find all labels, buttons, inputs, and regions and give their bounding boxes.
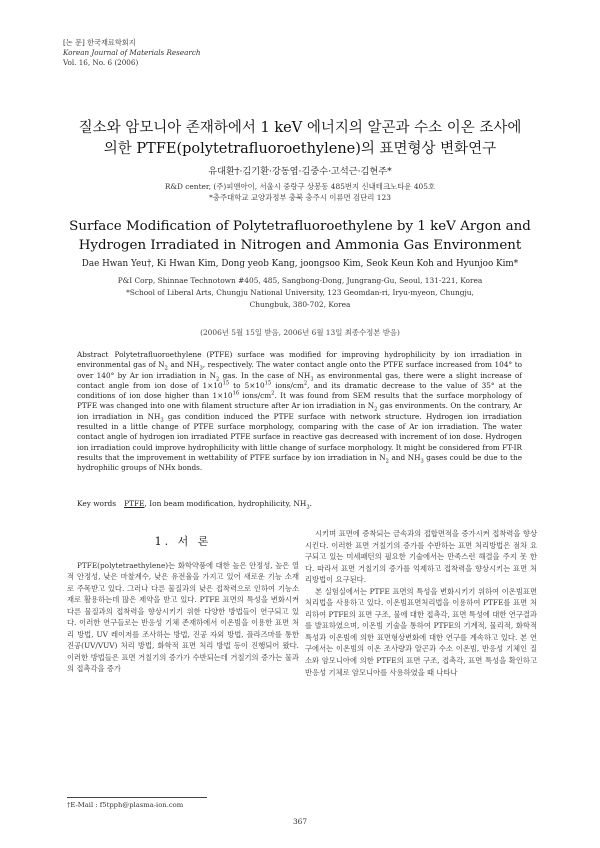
affiliation-en-line2: *School of Liberal Arts, Chungju National University, 123 Geomdan-ri, Iryu-myeon, Chungju, xyxy=(126,288,474,297)
affiliation-en-line3: Chungbuk, 380-702, Korea xyxy=(249,300,351,309)
journal-volume: Vol. 16, No. 6 (2006) xyxy=(63,58,139,67)
page-number: 367 xyxy=(292,817,308,826)
sup-2: 2 xyxy=(271,390,275,397)
keyword-ptfe: PTFE xyxy=(124,499,145,508)
section-heading-introduction: 1. 서 론 xyxy=(154,535,212,548)
sub-3: 3 xyxy=(199,365,203,372)
abstract-text-4: gas. In the case of NH xyxy=(219,370,311,380)
affiliation-ko-line2: *충주대학교 교양과정부 충북 충주시 이류면 검단리 123 xyxy=(209,193,391,202)
footnote-email: †E-Mail : f5tpph@plasma-ion.com xyxy=(67,801,184,809)
sup-2: 2 xyxy=(303,380,308,387)
abstract-text-7: ions/cm xyxy=(271,380,304,390)
abstract-text-1: Polytetrafluoroethylene (PTFE) surface was modified for improving hydrophilicity by ion irradiation in environmental gas of N xyxy=(77,350,522,370)
body-column-right xyxy=(305,528,537,678)
abstract-text-2: and NH xyxy=(167,360,200,370)
title-ko-line1: 질소와 암모니아 존재하에서 1 keV 에너지의 알곤과 수소 이온 조사에 xyxy=(78,120,522,136)
abstract xyxy=(77,350,522,474)
sub-2: 2 xyxy=(385,458,389,465)
abstract-heading: Abstract xyxy=(77,350,109,359)
abstract-text-9: ions/cm xyxy=(239,391,272,401)
affiliation-ko xyxy=(40,181,560,203)
journal-header xyxy=(63,38,201,68)
abstract-text-8: , and its dramatic decrease to the value of 35° at the conditions of ion dose higher than 1×10 xyxy=(77,380,522,401)
sup-15: 15 xyxy=(264,380,272,387)
sup-16: 16 xyxy=(232,390,240,397)
sub-3: 3 xyxy=(310,376,314,383)
footnote-divider xyxy=(67,797,207,798)
title-ko xyxy=(40,118,560,160)
affiliation-ko-line1: R&D center, (주)피앤아이, 서울시 중랑구 상봉동 485번지 신내테크노타운 405호 xyxy=(164,182,436,191)
abstract-text-3: , respectively. The water contact angle onto the PTFE surface increased from 104° to over 140° by Ar ion irradiation in N xyxy=(77,360,523,380)
authors-ko: 유대환†·김기환·강동엽·김중수·고석근·김현주* xyxy=(208,166,392,177)
keywords-heading: Key words xyxy=(77,499,117,508)
title-en-line2: Hydrogen Irradiated in Nitrogen and Ammonia Gas Environment xyxy=(78,237,522,253)
keyword-sub-3: 3 xyxy=(306,504,310,511)
abstract-text-13: and NH xyxy=(388,452,421,462)
title-en-line1: Surface Modification of Polytetrafluoroethylene by 1 keV Argon and xyxy=(69,219,531,234)
body-column-left xyxy=(67,528,299,675)
abstract-text-11: gas environments. On the contrary, Ar ion irradiation in NH xyxy=(77,401,522,421)
journal-name-en: Korean Journal of Materials Research xyxy=(63,48,201,57)
sub-3: 3 xyxy=(420,458,424,465)
abstract-text-5: as environmental gas, there were a slight increase of contact angle from ion dose of 1×10 xyxy=(77,370,522,390)
body-paragraph: PTFE(polytetraethylene)는 화학약품에 대한 높은 안정성, 높은 열적 안정성, 낮은 마찰계수, 낮은 유전율을 가지고 있어 새로운 기능 소재로 주목받고 있다. 그러나 다른 물질과의 낮은 접착력으로 인하여 기능소재로 활용하는데 많은 제약을 받고 있다. PTFE 표면의 특성을 변화시켜 다른 물질과의 접착력을 향상시키기 위한 다양한 방법들이 연구되고 있다. 이러한 연구들로는 반응성 기체 존재하에서 이온빔을 이용한 표면 처리 방법, UV 레이저를 조사하는 방법, 진공 자외 방법, 플라즈마를 통한 진공(UV/VUV) 처리 방법, 화학적 표면 처리 방법 등이 진행되어 왔다. 이러한 방법들은 표면 거칠기의 증가가 수반되는데 거칠기의 증가는 물과의 접촉각을 증가 xyxy=(67,560,299,674)
sub-2: 2 xyxy=(374,406,378,413)
sub-2: 2 xyxy=(164,365,168,372)
title-ko-line2: 의한 PTFE(polytetrafluoroethylene)의 표면형상 변화연구 xyxy=(103,141,497,157)
title-en xyxy=(30,218,570,255)
abstract-text-12: gas condition induced the PTFE surface with network structure. Hydrogen ion irradiation resulted in a little change of PTFE surface morphology, comparing with the case of Ar ion irradiation. The water contact angle of hydrogen ion irradiated PTFE surface in reactive gas decreased with increment of ion dose. Hydrogen ion irradiation could improve hydrophilicity with little change of surface morphology. It might be considered from FT-IR results that the improvement in wettability of PTFE surface by ion irradiation in N xyxy=(77,411,523,462)
affiliation-en xyxy=(40,275,560,311)
received-dates: (2006년 5월 15일 받음, 2006년 6월 13일 최종수정본 받음) xyxy=(200,328,400,337)
abstract-text-10: . It was found from SEM results that the surface morphology of PTFE was changed into one with filament structure after Ar ion irradiation in N xyxy=(77,391,522,411)
abstract-text-6: to 5×10 xyxy=(229,380,265,390)
body-paragraph: 시키며 표면에 증착되는 금속과의 접합면적을 증가시켜 접착력을 향상시킨다. 이러한 표면 거칠기의 증가를 수반하는 표면 처리방법은 점차 요구되고 있는 미세패턴의 필요한 기술에서는 만족스런 해결을 주지 못 한다. 따라서 표면 거칠기의 증가를 억제하고 접착력을 향상시키는 표면 처리방법이 요구된다. xyxy=(305,529,537,585)
sub-2: 2 xyxy=(216,376,220,383)
keywords-rest: , Ion beam modification, hydrophilicity, NH xyxy=(144,499,307,508)
sup-15: 15 xyxy=(222,380,230,387)
keywords-end: . xyxy=(309,499,312,508)
affiliation-en-line1: P&I Corp, Shinnae Technotown #405, 485, Sangbong-Dong, Jungrang-Gu, Seoul, 131-221, Korea xyxy=(117,276,483,285)
abstract-text-14: gases could be due to the hydrophilic groups of NHx bonds. xyxy=(77,452,523,473)
body-paragraph: 본 실험실에서는 PTFE 표면의 특성을 변화시키기 위하여 이온빔표면처리법을 사용하고 있다. 이온빔표면처리법을 이용하여 PTFE를 표면 처리하여 PTFE의 표면 구조, 물에 대한 접촉각, 표면 특성에 대한 연구결과를 발표하였으며, 이온빔 기술을 통하여 PTFE의 기계적, 물리적, 화학적 특성과 이온빔에 의한 표면형상변화에 대한 연구를 계속하고 있다. 본 연구에서는 이온빔의 이온 조사량과 알곤과 수소 이온빔, 반응성 기체인 질소와 암모니아에 의한 PTFE의 표면 구조, 접촉각, 표면 특성을 확인하고 반응성 기체로 암모니아를 사용하였을 때 나타나 xyxy=(305,586,537,677)
keywords xyxy=(77,499,522,511)
authors-en: Dae Hwan Yeu†, Ki Hwan Kim, Dong yeob Kang, joongsoo Kim, Seok Keun Koh and Hyunjoo Kim* xyxy=(81,259,519,269)
journal-name-ko: [논 문] 한국재료학회지 xyxy=(63,38,136,47)
sub-3: 3 xyxy=(160,417,164,424)
